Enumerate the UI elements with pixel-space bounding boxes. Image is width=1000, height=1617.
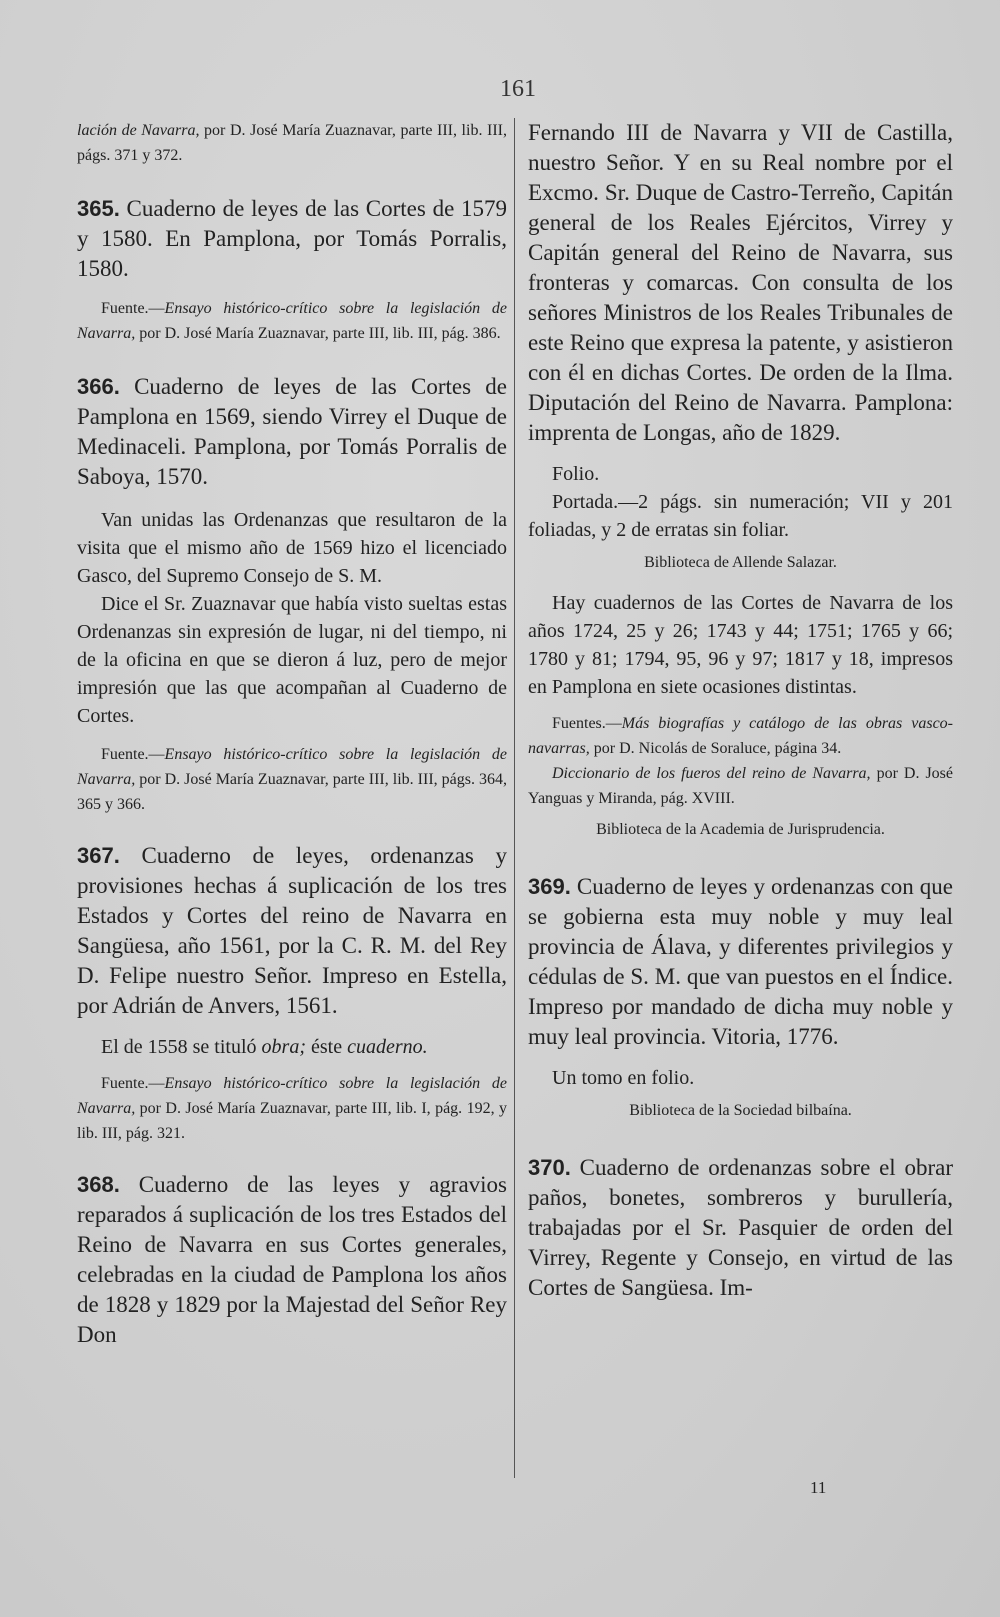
source-details-1: por D. Nicolás de Soraluce, página 34.: [589, 740, 842, 757]
entry-367-note: [77, 1033, 507, 1061]
entry-number: 370.: [528, 1155, 571, 1180]
source-title: Ensayo histórico-crítico sobre la legislación de Navarra,: [77, 300, 507, 342]
entry-title: Cuaderno de ordenanzas sobre el obrar paños, bonetes, sombreros y burullería, trabajadas por el Sr. Pasquier de orden del Virrey, Regente y Consejo, en virtud de las Cortes de Sangüesa. Im-: [528, 1155, 953, 1300]
signature-mark: 11: [810, 1478, 827, 1497]
page-number: 161: [500, 76, 536, 102]
note-obra: obra;: [261, 1036, 306, 1058]
source-label: Fuente.—: [101, 300, 165, 317]
source-title: Ensayo histórico-crítico sobre la legislación de Navarra,: [77, 746, 507, 788]
source-details: por D. José María Zuaznavar, parte III, lib. III, pág. 386.: [135, 325, 501, 342]
note-text: El de 1558 se tituló: [101, 1036, 262, 1058]
entry-366: [77, 372, 507, 492]
library-allende-salazar: Biblioteca de Allende Salazar.: [644, 554, 837, 571]
source-details: por D. José María Zuaznavar, parte III, lib. III, págs. 364, 365 y 366.: [77, 771, 507, 813]
entry-number: 365.: [77, 196, 120, 221]
entry-number: 367.: [77, 843, 120, 868]
entry-title: Cuaderno de leyes, ordenanzas y provisiones hechas á suplicación de los tres Estados y Cortes del reino de Navarra en Sangüesa, año 1561, por la C. R. M. del Rey D. Felipe nuestro Señor. Impreso en Estella, por Adrián de Anvers, 1561.: [77, 843, 507, 1018]
entry-366-note-2: Dice el Sr. Zuaznavar que había visto sueltas estas Ordenanzas sin expresión de lugar, ni del tiempo, ni de la oficina en que se dieron á luz, pero de mejor impresión que las que acompañan al Cuaderno de Cortes.: [77, 593, 507, 727]
entry-366-source: [77, 742, 507, 817]
other-cuadernos-note: Hay cuadernos de las Cortes de Navarra de los años 1724, 25 y 26; 1743 y 44; 1751; 1765 y 66; 1780 y 81; 1794, 95, 96 y 97; 1817 y 18, impresos en Pamplona en siete ocasiones distintas.: [528, 592, 953, 698]
source-title: lación de Navarra,: [77, 122, 200, 139]
entry-number: 369.: [528, 874, 571, 899]
left-column: [77, 118, 507, 1350]
note-cuaderno: cuaderno.: [347, 1036, 428, 1058]
source-title: Ensayo histórico-crítico sobre la legislación de Navarra,: [77, 1075, 507, 1117]
entry-369-format: Un tomo en folio.: [552, 1067, 695, 1089]
source-label: Fuente.—: [101, 1075, 165, 1092]
entry-368-sources: [528, 711, 953, 761]
entry-367: [77, 841, 507, 1021]
entry-number: 368.: [77, 1172, 120, 1197]
entry-369: [528, 872, 953, 1052]
source-title-2: Diccionario de los fueros del reino de Navarra,: [552, 765, 871, 782]
right-column: [528, 118, 953, 1303]
entry-title: Cuaderno de leyes de las Cortes de Pamplona en 1569, siendo Virrey el Duque de Medinaceli. Pamplona, por Tomás Porralis de Saboya, 1570.: [77, 374, 507, 489]
entry-366-note-1: Van unidas las Ordenanzas que resultaron de la visita que el mismo año de 1569 hizo el licenciado Gasco, del Supremo Consejo de S. M.: [77, 509, 507, 587]
library-academia-jurisprudencia: Biblioteca de la Academia de Jurisprudencia.: [596, 821, 885, 838]
column-divider: [514, 118, 515, 1478]
entry-365: [77, 194, 507, 284]
sources-label: Fuentes.—: [552, 715, 622, 732]
source-details-2: por D. José Yanguas y Miranda, pág. XVIII.: [528, 765, 953, 807]
entry-368: [77, 1170, 507, 1350]
source-title-1: Más biografías y catálogo de las obras vasco-navarras,: [528, 715, 953, 757]
source-details: por D. José María Zuaznavar, parte III, lib. I, pág. 192, y lib. III, pág. 321.: [77, 1100, 507, 1142]
library-sociedad-bilbaina: Biblioteca de la Sociedad bilbaína.: [629, 1102, 852, 1119]
entry-368-portada: Portada.—2 págs. sin numeración; VII y 201 foliadas, y 2 de erratas sin foliar.: [528, 491, 953, 541]
entry-number: 366.: [77, 374, 120, 399]
continued-source: [77, 118, 507, 168]
source-label: Fuente.—: [101, 746, 165, 763]
entry-368-format: Folio.: [552, 463, 600, 485]
entry-title: Cuaderno de leyes de las Cortes de 1579 y 1580. En Pamplona, por Tomás Porralis, 1580.: [77, 196, 507, 281]
entry-367-source: [77, 1071, 507, 1146]
entry-368-continued: Fernando III de Navarra y VII de Castilla, nuestro Señor. Y en su Real nombre por el Excmo. Sr. Duque de Castro-Terreño, Capitán general de los Reales Ejércitos, Virrey y Capitán general del Reino de Navarra, sus fronteras y comarcas. Con consulta de los señores Ministros de los Reales Tribunales de este Reino que expresa la patente, y asistieron con él en dichas Cortes. De orden de la Ilma. Diputación del Reino de Navarra. Pamplona: imprenta de Longas, año de 1829.: [528, 120, 953, 445]
entry-370: [528, 1153, 953, 1303]
entry-368-source-2: [528, 761, 953, 811]
note-text-mid: éste: [306, 1036, 348, 1058]
entry-title: Cuaderno de leyes y ordenanzas con que se gobierna esta muy noble y muy leal provincia de Álava, y diferentes privilegios y cédulas de S. M. que van puestos en el Índice. Impreso por mandado de dicha muy noble y muy leal provincia. Vitoria, 1776.: [528, 874, 953, 1049]
entry-365-source: [77, 296, 507, 346]
entry-title: Cuaderno de las leyes y agravios reparados á suplicación de los tres Estados del Reino de Navarra en sus Cortes generales, celebradas en la ciudad de Pamplona los años de 1828 y 1829 por la Majestad del Señor Rey Don: [77, 1172, 507, 1347]
source-details: por D. José María Zuaznavar, parte III, lib. III, págs. 371 y 372.: [77, 122, 508, 164]
